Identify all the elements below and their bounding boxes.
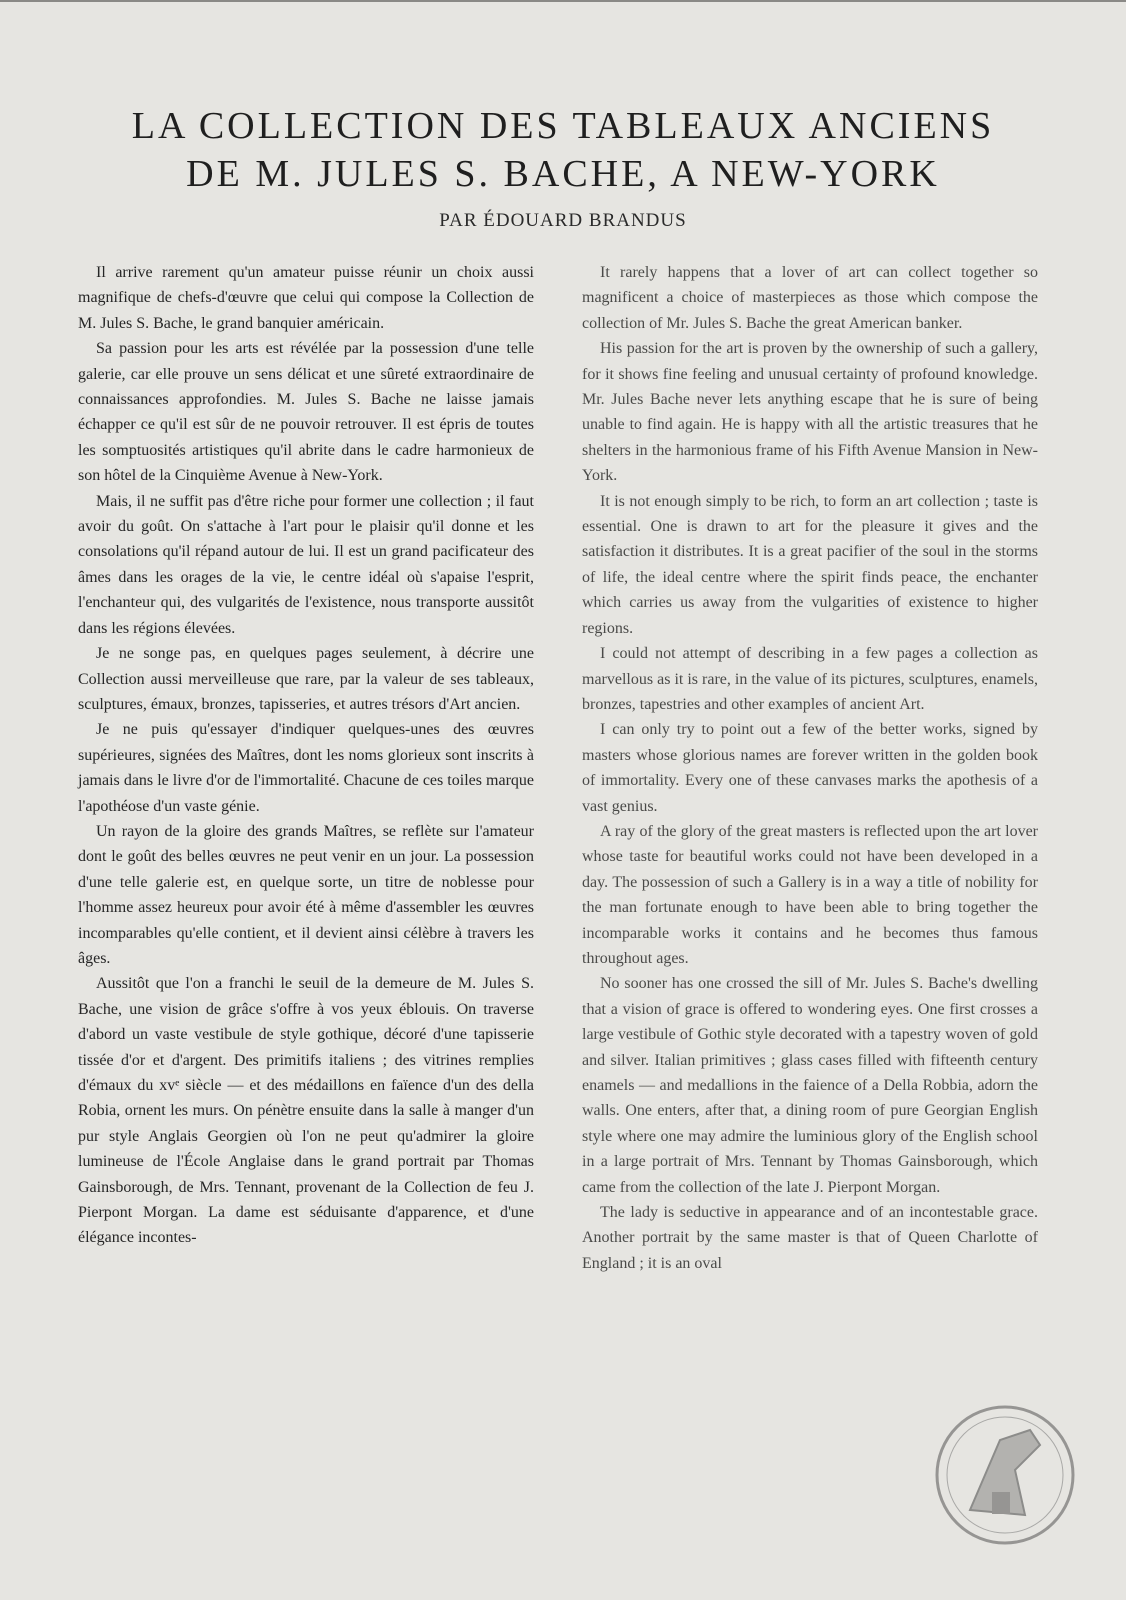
french-paragraph-4: Je ne songe pas, en quelques pages seulement, à décrire une Collection aussi merveilleuse que rare, par la valeur de ses tableaux, sculptures, émaux, bronzes, tapisseries, et autres trésors d'Art ancien. [78,645,534,713]
french-paragraph-6: Un rayon de la gloire des grands Maîtres, se reflète sur l'amateur dont le goût des belles œuvres ne peut venir en un jour. La possession d'une telle galerie est, en quelque sorte, un titre de noblesse pour l'homme assez heureux pour avoir été à même d'assembler les œuvres incomparables qu'elle contient, et il devient ainsi célèbre à travers les âges. [78,822,534,967]
english-paragraph-6: A ray of the glory of the great masters is reflected upon the art lover whose taste for beautiful works could not have been developed in a day. The possession of such a Gallery is in a way a title of nobility for the man fortunate enough to have been able to bring together the incomparable works it contains and he becomes thus famous throughout ages. [582,822,1038,967]
english-paragraph-8: The lady is seductive in appearance and of an incontestable grace. Another portrait by the same master is that of Queen Charlotte of England ; it is an oval [582,1204,1038,1272]
top-rule [0,0,1126,2]
english-column [582,260,1038,1276]
title-line-2: DE M. JULES S. BACHE, A NEW-YORK [186,153,940,195]
article-body [78,260,1038,1276]
english-paragraph-7: No sooner has one crossed the sill of Mr. Jules S. Bache's dwelling that a vision of grace is offered to wondering eyes. One first crosses a large vestibule of Gothic style decorated with a tapestry woven of gold and silver. Italian primitives ; glass cases filled with fifteenth century enamels — and medallions in the faience of a Della Robbia, adorn the walls. One enters, after that, a dining room of pure Georgian English style where one may admire the luminious glory of the English school in a large portrait of Mrs. Tennant by Thomas Gainsborough, which came from the collection of the late J. Pierpont Morgan. [582,975,1038,1196]
french-paragraph-7: Aussitôt que l'on a franchi le seuil de la demeure de M. Jules S. Bache, une vision de grâce s'offre à vos yeux éblouis. On traverse d'abord un vaste vestibule de style gothique, décoré d'une tapisserie tissée d'or et d'argent. Des primitifs italiens ; des vitrines remplies d'émaux du xvᵉ siècle — et des médaillons en faïence d'un des della Robia, ornent les murs. On pénètre ensuite dans la salle à manger d'un pur style Anglais Georgien où l'on ne peut qu'admirer la gloire lumineuse de l'École Anglaise dans le grand portrait par Thomas Gainsborough, de Mrs. Tennant, provenant de la Collection de feu J. Pierpont Morgan. La dame est séduisante d'apparence, et d'une élégance incontes- [78,975,534,1247]
library-stamp-icon [930,1400,1080,1550]
french-paragraph-5: Je ne puis qu'essayer d'indiquer quelques-unes des œuvres supérieures, signées des Maîtres, dont les noms glorieux sont inscrits à jamais dans le livre d'or de l'immortalité. Chacune de ces toiles marque l'apothéose d'un vaste génie. [78,721,534,815]
french-column [78,260,534,1276]
byline: PAR ÉDOUARD BRANDUS [439,210,687,231]
article-header [0,102,1126,232]
title-line-1: LA COLLECTION DES TABLEAUX ANCIENS [131,105,995,147]
english-paragraph-2: His passion for the art is proven by the ownership of such a gallery, for it shows fine feeling and unusual certainty of profound knowledge. Mr. Jules Bache never lets anything escape that he is sure of being unable to find again. He is happy with all the artistic treasures that he shelters in the harmonious frame of his Fifth Avenue Mansion in New-York. [582,340,1038,485]
french-paragraph-3: Mais, il ne suffit pas d'être riche pour former une collection ; il faut avoir du goût. On s'attache à l'art pour le plaisir qu'il donne et les consolations qu'il répand autour de lui. Il est un grand pacificateur des âmes dans les orages de la vie, le centre idéal où s'apaise l'esprit, l'enchanteur qui, des vulgarités de l'existence, nous transporte aussitôt dans les régions élevées. [78,492,534,637]
french-paragraph-2: Sa passion pour les arts est révélée par la possession d'une telle galerie, car elle prouve un sens délicat et une sûreté extraordinaire de connaissances approfondies. M. Jules S. Bache ne laisse jamais échapper ce qu'il est sûr de ne pouvoir retrouver. Il est épris de toutes les somptuosités artistiques qu'il abrite dans le cadre harmonieux de son hôtel de la Cinquième Avenue à New-York. [78,340,534,485]
english-paragraph-3: It is not enough simply to be rich, to form an art collection ; taste is essential. One is drawn to art for the pleasure it gives and the satisfaction it distributes. It is a great pacifier of the soul in the storms of life, the ideal centre where the spirit finds peace, the enchanter which carries us away from the vulgarities of existence to higher regions. [582,492,1038,637]
french-paragraph-1: Il arrive rarement qu'un amateur puisse réunir un choix aussi magnifique de chefs-d'œuvre que celui qui compose la Collection de M. Jules S. Bache, le grand banquier américain. [78,264,534,332]
english-paragraph-1: It rarely happens that a lover of art can collect together so magnificent a choice of masterpieces as those which compose the collection of Mr. Jules S. Bache the great American banker. [582,264,1038,332]
english-paragraph-4: I could not attempt of describing in a few pages a collection as marvellous as it is rare, in the value of its pictures, sculptures, enamels, bronzes, tapestries and other examples of ancient Art. [582,645,1038,713]
english-paragraph-5: I can only try to point out a few of the better works, signed by masters whose glorious names are forever written in the golden book of immortality. Every one of these canvases marks the apothesis of a vast genius. [582,721,1038,815]
